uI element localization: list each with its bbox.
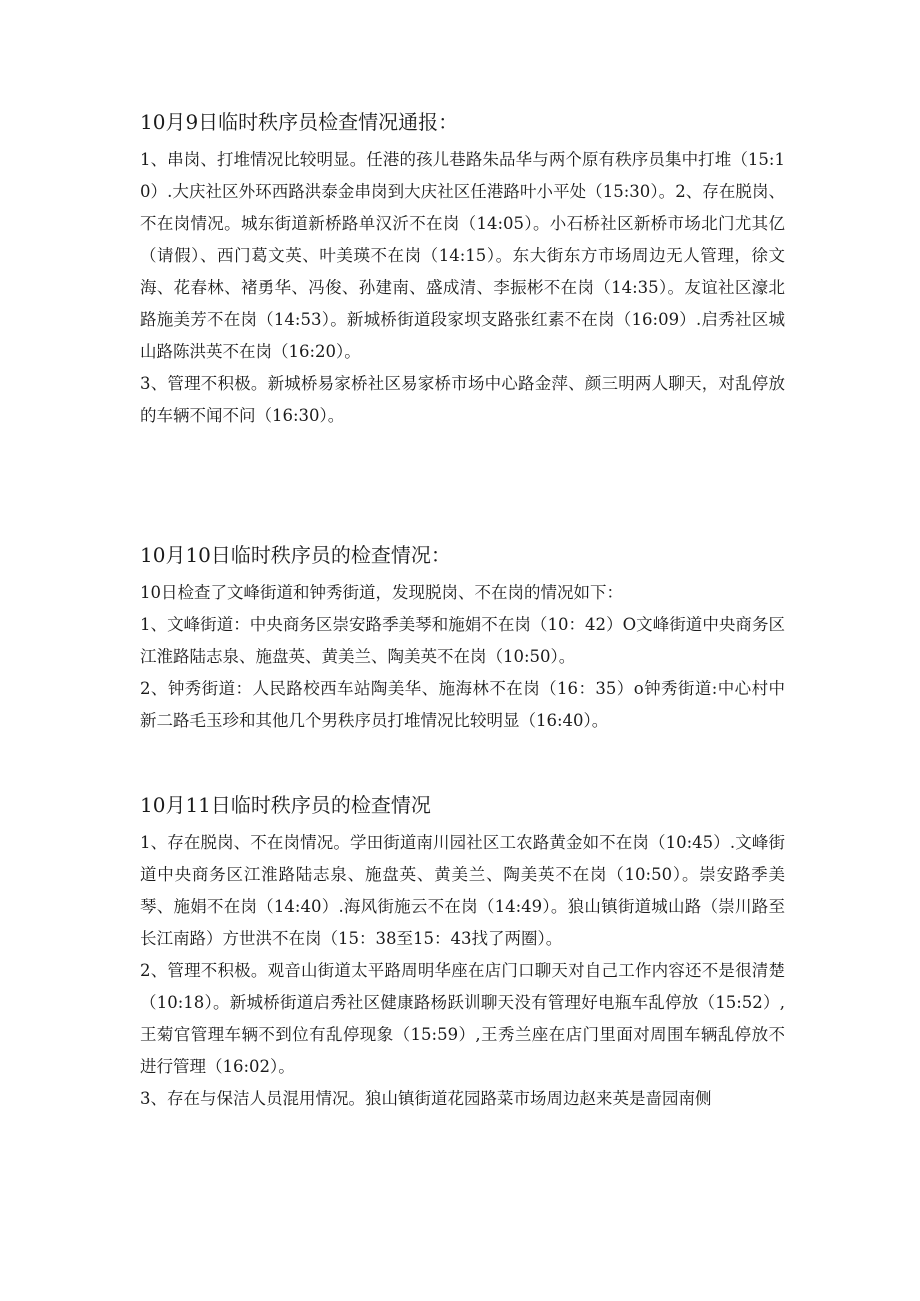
paragraph: 1、文峰街道：中央商务区崇安路季美琴和施娟不在岗（10：42）O文峰街道中央商务区江淮路陆志泉、施盘英、黄美兰、陶美英不在岗（10:50）。	[140, 615, 785, 666]
report-section-oct-10	[140, 541, 785, 737]
report-section-oct-11	[140, 791, 785, 1115]
paragraph: 2、管理不积极。观音山街道太平路周明华座在店门口聊天对自己工作内容还不是很清楚（10:18）。新城桥街道启秀社区健康路杨跃训聊天没有管理好电瓶车乱停放（15:52）,王菊官管理车辆不到位有乱停现象（15:59）,王秀兰座在店门里面对周围车辆乱停放不进行管理（16:02）。	[140, 961, 785, 1076]
paragraph: 1、串岗、打堆情况比较明显。任港的孩儿巷路朱品华与两个原有秩序员集中打堆（15:10）.大庆社区外环西路洪泰金串岗到大庆社区任港路叶小平处（15:30）。2、存在脱岗、不在岗情况。城东街道新桥路单汉沂不在岗（14:05）。小石桥社区新桥市场北门尤其亿（请假）、西门葛文英、叶美瑛不在岗（14:15）。东大街东方市场周边无人管理，徐文海、花春林、褚勇华、冯俊、孙建南、盛成清、李振彬不在岗（14:35）。友谊社区濠北路施美芳不在岗（14:53）。新城桥街道段家坝支路张红素不在岗（16:09）.启秀社区城山路陈洪英不在岗（16:20）。	[140, 150, 785, 361]
section-title: 10月9日临时秩序员检查情况通报：	[140, 110, 459, 134]
report-section-oct-9	[140, 108, 785, 432]
paragraph: 3、管理不积极。新城桥易家桥社区易家桥市场中心路金萍、颜三明两人聊天，对乱停放的车辆不闻不问（16:30）。	[140, 374, 785, 425]
paragraph: 10日检查了文峰街道和钟秀街道，发现脱岗、不在岗的情况如下：	[140, 583, 623, 602]
paragraph: 2、钟秀街道：人民路校西车站陶美华、施海林不在岗（16：35）o钟秀街道:中心村中新二路毛玉珍和其他几个男秩序员打堆情况比较明显（16:40）。	[140, 679, 785, 730]
section-title: 10月11日临时秩序员的检查情况	[140, 793, 431, 817]
paragraph: 3、存在与保洁人员混用情况。狼山镇街道花园路菜市场周边赵来英是啬园南侧	[140, 1089, 712, 1108]
section-title: 10月10日临时秩序员的检查情况：	[140, 543, 451, 567]
paragraph: 1、存在脱岗、不在岗情况。学田街道南川园社区工农路黄金如不在岗（10:45）.文峰街道中央商务区江淮路陆志泉、施盘英、黄美兰、陶美英不在岗（10:50）。崇安路季美琴、施娟不在岗（14:40）.海风街施云不在岗（14:49）。狼山镇街道城山路（崇川路至长江南路）方世洪不在岗（15：38至15：43找了两圈）。	[140, 833, 785, 948]
